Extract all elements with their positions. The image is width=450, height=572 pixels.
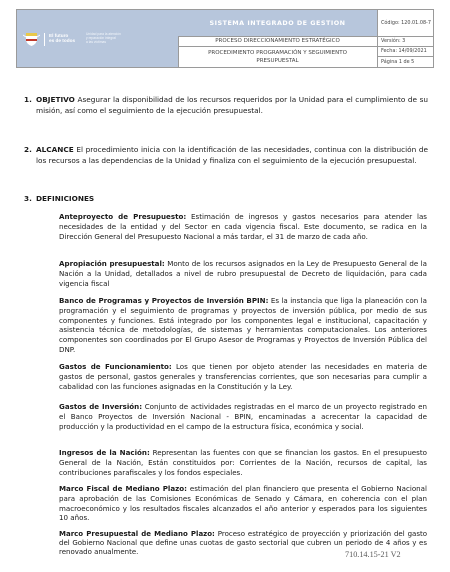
- document-header-table: [16, 9, 434, 68]
- definition-text: Estimación de ingresos y gastos necesarios para atender las necesidades de la entidad y del Sector en cada vigencia fiscal. Este documento, se radica en la Dirección General del Presupuesto Nacional a más tardar, el 31 de marzo de cada año.: [59, 212, 427, 241]
- definition-paragraph: [59, 402, 427, 431]
- section-number-definiciones: 3.: [24, 194, 32, 203]
- document-code: Código: 120.01.08-7: [381, 20, 431, 26]
- definition-term: Gastos de Funcionamiento:: [59, 362, 172, 371]
- coat-of-arms-icon: [23, 31, 40, 47]
- definition-term: Gastos de Inversión:: [59, 402, 143, 411]
- header-logo-block: [17, 10, 179, 67]
- definition-text: Conjunto de actividades registradas en el marco de un proyecto registrado en el Banco Proyectos de Inversión Nacional - BPIN, encaminadas a acrecentar la capacidad de producción y la productividad en el campo de la estructura física, económica y social.: [59, 402, 427, 431]
- section-definiciones-title: DEFINICIONES: [36, 194, 95, 203]
- logo-divider: [44, 33, 45, 46]
- procedure-name: PROCEDIMIENTO PROGRAMACIÓN Y SEGUIMIENTO PRESUPUESTAL: [178, 46, 378, 67]
- definition-paragraph: [59, 296, 427, 355]
- definition-term: Marco Fiscal de Mediano Plazo:: [59, 484, 187, 493]
- footer-form-code: 710.14.15-21 V2: [345, 550, 401, 559]
- definition-text: Monto de los recursos asignados en la Ley de Presupuesto General de la Nación a la Unidad, detallados a nivel de rubro presupuestal de Decreto de liquidación, para cada vigencia fiscal: [59, 259, 427, 288]
- definition-text: Los que tienen por objeto atender las necesidades en materia de gastos de personal, gastos generales y transferencias corrientes, que son necesarias para cumplir a cabalidad con las funciones asignadas en la Constitución y la Ley.: [59, 362, 427, 391]
- section-term: ALCANCE: [36, 145, 74, 154]
- definition-term: Marco Presupuestal de Mediano Plazo:: [59, 530, 215, 538]
- page-number: Página 1 de 5: [378, 56, 434, 67]
- definition-text: Representan las fuentes con que se financian los gastos. En el presupuesto General de la Nación, Están constituidos por: Corrientes de la Nación, recursos de capital, las contribuciones parafiscales y los fondos especiales.: [59, 448, 427, 477]
- definition-term: Anteproyecto de Presupuesto:: [59, 212, 187, 221]
- definition-paragraph: [59, 448, 427, 477]
- definition-text: Es la instancia que liga la planeación con la programación y el seguimiento de programas y proyectos de inversión pública, por medio de sus componentes y funciones. Está integrado por los componentes legal e institucional, capacitación y asistencia técnica de metodologías, de sistemas y herramientas computacionales. Los anteriores componentes son coordinados por El Grupo Asesor de Programas y Proyectos de Inversión Pública del DNP.: [59, 296, 427, 354]
- document-date: Fecha: 14/09/2021: [378, 46, 434, 56]
- definition-text: estimación del plan financiero que presenta el Gobierno Nacional para aprobación de las Comisiones Económicas de Senado y Cámara, en coherencia con el plan macroeconómico y los resultados fiscales alcanzados el año anterior y esperados para los siguientes 10 años.: [59, 484, 427, 523]
- logo-entity-name: Unidad para la atención y reparación integral a las víctimas: [86, 32, 121, 44]
- definition-paragraph: [59, 212, 427, 241]
- section-term: OBJETIVO: [36, 95, 75, 104]
- section-text: El procedimiento inicia con la identificación de las necesidades, continua con la distribución de los recursos a las dependencias de la Unidad y finaliza con el seguimiento de la ejecución presupuestal.: [36, 145, 428, 165]
- definition-text: Proceso estratégico de proyección y priorización del gasto del Gobierno Nacional que define unas cuotas de gasto sectorial que cubren un periodo de 4 años y es renovado anualmente.: [59, 530, 428, 557]
- section-objetivo: [36, 95, 428, 116]
- section-number-alcance: 2.: [24, 145, 32, 154]
- section-number-objetivo: 1.: [24, 95, 32, 104]
- definition-paragraph: [59, 259, 427, 288]
- definition-term: Ingresos de la Nación:: [59, 448, 150, 457]
- section-text: Asegurar la disponibilidad de los recursos requeridos por la Unidad para el cumplimiento de su misión, así como el seguimiento de la ejecución presupuestal.: [36, 95, 428, 115]
- document-version: Versión: 3: [378, 36, 434, 46]
- definition-term: Banco de Programas y Proyectos de Inversión BPIN:: [59, 296, 269, 305]
- section-alcance: [36, 145, 428, 166]
- definition-paragraph: [59, 362, 427, 391]
- definition-paragraph: [59, 484, 427, 523]
- process-name: PROCESO DIRECCIONAMIENTO ESTRATÉGICO: [178, 36, 378, 46]
- system-title: SISTEMA INTEGRADO DE GESTION: [178, 10, 378, 36]
- logo-lemma: El futuro es de todos: [49, 33, 76, 44]
- definition-term: Apropiación presupuestal:: [59, 259, 165, 268]
